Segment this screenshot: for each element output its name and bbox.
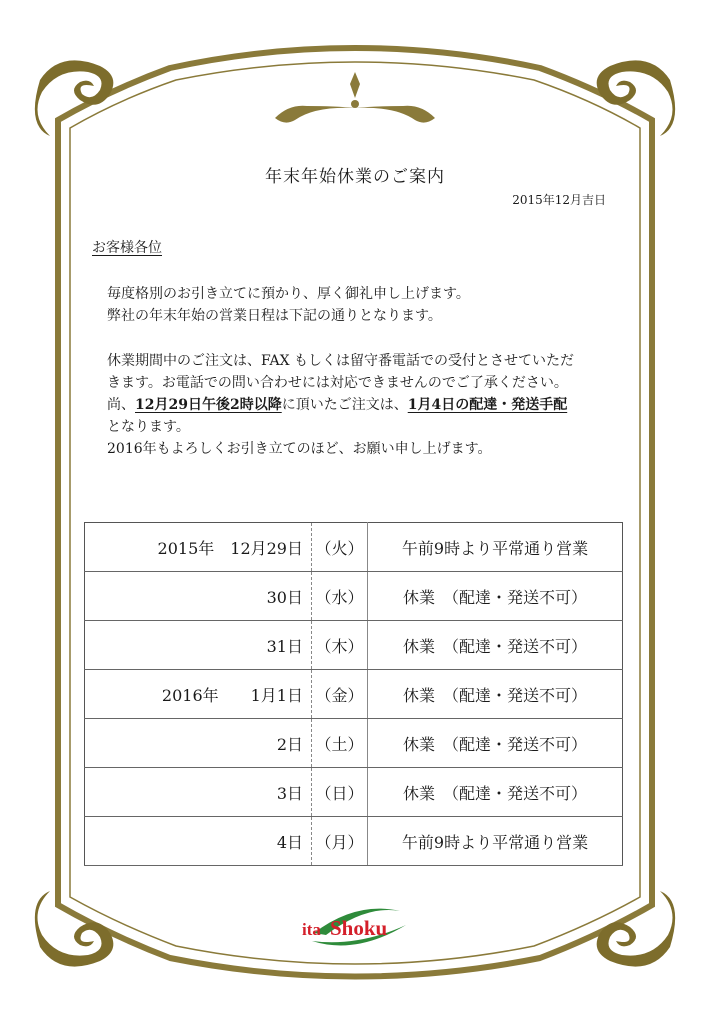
notice-text: に頂いたご注文は、 <box>281 397 408 413</box>
addressee: お客様各位 <box>92 240 162 256</box>
table-row <box>85 817 623 866</box>
table-row <box>85 719 623 768</box>
logo-text-ita: ita <box>302 920 321 939</box>
schedule-weekday: （金） <box>312 670 368 719</box>
schedule-weekday: （月） <box>312 817 368 866</box>
greeting-line: 弊社の年末年始の営業日程は下記の通りとなります。 <box>107 308 442 324</box>
table-row <box>85 523 623 572</box>
page-title: 年末年始休業のご案内 <box>265 167 445 187</box>
schedule-date: 4日 <box>85 817 312 866</box>
table-row <box>85 670 623 719</box>
greeting-paragraph <box>107 283 627 327</box>
notice-line: 休業期間中のご注文は、FAX もしくは留守番電話での受付とさせていただ <box>107 353 575 369</box>
top-ornament <box>275 72 435 123</box>
table-row <box>85 621 623 670</box>
shipping-resume: 1月4日の配達・発送手配 <box>407 397 568 413</box>
notice-date: 2015年12月吉日 <box>512 193 606 207</box>
schedule-status: 休業 （配達・発送不可） <box>368 768 623 817</box>
schedule-date: 30日 <box>85 572 312 621</box>
schedule-weekday: （木） <box>312 621 368 670</box>
schedule-status: 休業 （配達・発送不可） <box>368 719 623 768</box>
schedule-weekday: （日） <box>312 768 368 817</box>
schedule-weekday: （土） <box>312 719 368 768</box>
notice-line: きます。お電話での問い合わせには対応できませんのでご了承ください。 <box>107 375 568 391</box>
greeting-line: 毎度格別のお引き立てに預かり、厚く御礼申し上げます。 <box>107 286 470 302</box>
table-row <box>85 768 623 817</box>
schedule-date: 2015年 12月29日 <box>85 523 312 572</box>
logo-text-shoku: Shoku <box>330 916 388 940</box>
itashoku-logo <box>296 895 416 955</box>
notice-line: となります。 <box>107 419 190 435</box>
schedule-status: 休業 （配達・発送不可） <box>368 670 623 719</box>
schedule-weekday: （水） <box>312 572 368 621</box>
table-row <box>85 572 623 621</box>
schedule-weekday: （火） <box>312 523 368 572</box>
notice-line: 2016年もよろしくお引き立てのほど、お願い申し上げます。 <box>107 441 492 457</box>
notice-paragraph <box>107 350 627 460</box>
notice-text: 尚、 <box>107 397 135 413</box>
schedule-status: 午前9時より平常通り営業 <box>368 523 623 572</box>
schedule-status: 休業 （配達・発送不可） <box>368 572 623 621</box>
holiday-schedule-table <box>84 522 623 866</box>
order-cutoff: 12月29日午後2時以降 <box>135 397 282 413</box>
schedule-status: 午前9時より平常通り営業 <box>368 817 623 866</box>
schedule-date: 3日 <box>85 768 312 817</box>
schedule-date: 2016年 1月1日 <box>85 670 312 719</box>
schedule-status: 休業 （配達・発送不可） <box>368 621 623 670</box>
schedule-date: 31日 <box>85 621 312 670</box>
notice-line <box>107 394 627 416</box>
schedule-date: 2日 <box>85 719 312 768</box>
